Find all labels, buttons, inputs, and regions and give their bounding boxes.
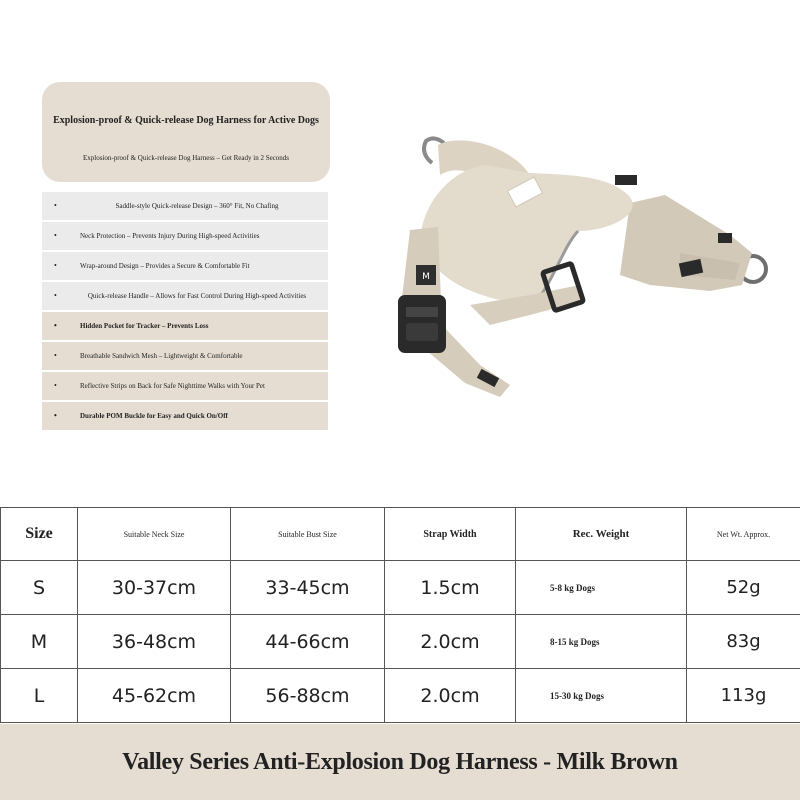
feature-text: Durable POM Buckle for Easy and Quick On/Off <box>80 412 228 420</box>
feature-item <box>42 222 328 250</box>
title-card <box>42 82 330 182</box>
feature-text: Hidden Pocket for Tracker – Prevents Loss <box>80 322 209 330</box>
feature-item <box>42 282 328 310</box>
feature-item <box>42 342 328 370</box>
column-header: Size <box>1 508 78 561</box>
size-tag-text: M <box>422 272 430 282</box>
feature-text: Wrap-around Design – Provides a Secure & Comfortable Fit <box>80 262 250 270</box>
column-header: Strap Width <box>385 508 516 561</box>
table-row <box>1 669 800 723</box>
table-row <box>1 615 800 669</box>
feature-item <box>42 312 328 340</box>
neck-size-cell: 36-48cm <box>78 615 231 669</box>
bullet-icon: • <box>54 201 57 210</box>
product-headline: Explosion-proof & Quick-release Dog Harness for Active Dogs <box>53 115 319 126</box>
feature-text: Reflective Strips on Back for Safe Nighttime Walks with Your Pet <box>80 382 265 390</box>
bust-size-cell: 33-45cm <box>231 561 385 615</box>
size-cell: L <box>1 669 78 723</box>
feature-text: Breathable Sandwich Mesh – Lightweight & Comfortable <box>80 352 243 360</box>
neck-size-cell: 45-62cm <box>78 669 231 723</box>
bullet-icon: • <box>54 411 57 420</box>
bullet-icon: • <box>54 381 57 390</box>
bust-size-cell: 44-66cm <box>231 615 385 669</box>
size-cell: S <box>1 561 78 615</box>
size-chart-table <box>0 507 800 723</box>
column-header: Rec. Weight <box>516 508 687 561</box>
feature-item <box>42 402 328 430</box>
bullet-icon: • <box>54 261 57 270</box>
product-subheadline: Explosion-proof & Quick-release Dog Harness – Get Ready in 2 Seconds <box>82 154 290 162</box>
product-name-banner: Valley Series Anti-Explosion Dog Harness - Milk Brown <box>0 724 800 800</box>
table-header-row <box>1 508 800 561</box>
strap-width-cell: 1.5cm <box>385 561 516 615</box>
neck-size-cell: 30-37cm <box>78 561 231 615</box>
feature-text: Quick-release Handle – Allows for Fast Control During High-speed Activities <box>87 292 307 300</box>
strap-adjuster <box>615 175 637 185</box>
rec-weight-cell: 15-30 kg Dogs <box>516 669 687 723</box>
strap-adjuster <box>718 233 732 243</box>
strap-width-cell: 2.0cm <box>385 669 516 723</box>
column-header: Net Wt. Approx. <box>687 508 800 561</box>
harness-image <box>380 135 780 425</box>
bullet-icon: • <box>54 321 57 330</box>
rec-weight-cell: 5-8 kg Dogs <box>516 561 687 615</box>
bust-size-cell: 56-88cm <box>231 669 385 723</box>
bullet-icon: • <box>54 351 57 360</box>
feature-text: Saddle-style Quick-release Design – 360° Fit, No Chafing <box>115 202 279 210</box>
column-header: Suitable Neck Size <box>78 508 231 561</box>
strap-width-cell: 2.0cm <box>385 615 516 669</box>
feature-item <box>42 252 328 280</box>
net-weight-cell: 113g <box>687 669 800 723</box>
feature-item <box>42 372 328 400</box>
bullet-icon: • <box>54 291 57 300</box>
feature-item <box>42 192 328 220</box>
table-row <box>1 561 800 615</box>
rec-weight-cell: 8-15 kg Dogs <box>516 615 687 669</box>
net-weight-cell: 52g <box>687 561 800 615</box>
bullet-icon: • <box>54 231 57 240</box>
feature-list <box>42 192 328 432</box>
net-weight-cell: 83g <box>687 615 800 669</box>
side-release-buckle <box>398 295 446 353</box>
feature-text: Neck Protection – Prevents Injury During High-speed Activities <box>80 232 260 240</box>
size-cell: M <box>1 615 78 669</box>
column-header: Suitable Bust Size <box>231 508 385 561</box>
